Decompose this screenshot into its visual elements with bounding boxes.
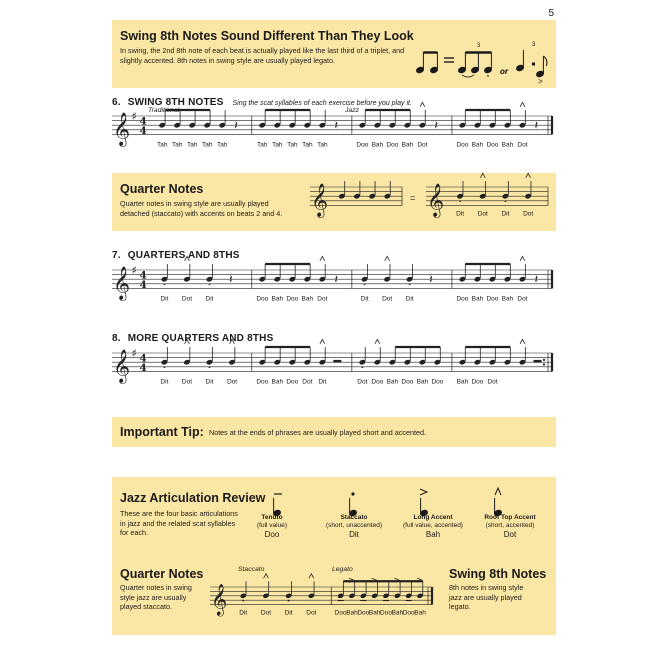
quarter-box-text: Quarter notes in swing style are usually played detached (staccato) with accents on beats 2 and 4. bbox=[120, 199, 283, 218]
scat-syllable: Tah bbox=[257, 141, 268, 149]
articulation-name: Staccato bbox=[340, 514, 368, 521]
scat-syllable: Bah bbox=[368, 609, 381, 617]
quarter-rest-icon: 𝄽 bbox=[229, 271, 233, 286]
scat-syllable: Dit bbox=[405, 295, 414, 303]
articulation-syllable: Dit bbox=[349, 530, 359, 540]
exercise-7-title: QUARTERS AND 8THS bbox=[127, 250, 240, 261]
staccato-dot bbox=[505, 200, 507, 202]
scat-syllable: Doo bbox=[486, 295, 499, 303]
swing-rhythm-figure bbox=[412, 34, 552, 84]
articulation-syllable: Doo bbox=[264, 530, 280, 540]
scat-syllable: Dit bbox=[456, 210, 465, 218]
quarter-rest-icon: 𝄽 bbox=[234, 117, 238, 132]
equals-sign: = bbox=[410, 193, 416, 203]
scat-syllable: Dit bbox=[205, 378, 214, 386]
treble-clef-icon: 𝄞 bbox=[113, 348, 131, 383]
exercise-6-title: SWING 8TH NOTES bbox=[127, 97, 224, 108]
quarter-rest-icon: 𝄽 bbox=[534, 117, 539, 132]
scat-syllable: Dit bbox=[284, 609, 293, 617]
staccato-dot bbox=[409, 283, 411, 285]
swing-info-box bbox=[112, 20, 556, 88]
time-signature-bottom: 4 bbox=[139, 278, 147, 291]
review-staff bbox=[206, 563, 436, 633]
scat-syllable: Doo bbox=[456, 295, 469, 303]
scat-syllable: Dot bbox=[181, 378, 193, 386]
scat-syllable: Bah bbox=[301, 295, 314, 303]
scat-syllable: Doo bbox=[386, 141, 399, 149]
scat-syllable: Dot bbox=[523, 210, 534, 218]
articulation-tenuto bbox=[247, 514, 297, 540]
roof-accent-icon bbox=[420, 102, 425, 107]
roof-accent-icon bbox=[375, 339, 380, 344]
scat-syllable: Dot bbox=[517, 141, 528, 149]
review-text: These are the four basic articulations in jazz and the related scat syllables for each. bbox=[120, 509, 238, 538]
quarter-rest-icon: 𝄽 bbox=[534, 271, 539, 286]
articulation-syllable: Dot bbox=[503, 530, 517, 540]
half-rest-icon bbox=[333, 360, 341, 363]
exercise-6-staff bbox=[112, 104, 556, 156]
annotation-legato: Legato bbox=[332, 566, 353, 573]
tip-title: Important Tip: bbox=[120, 425, 204, 439]
scat-syllable: Dot bbox=[226, 378, 238, 386]
roof-accent-icon bbox=[320, 339, 325, 344]
exercise-8-staff bbox=[112, 341, 556, 393]
swing-box-title: Swing 8th Notes Sound Different Than They Look bbox=[120, 29, 414, 43]
scat-syllable: Tah bbox=[156, 141, 168, 149]
scat-syllable: Doo bbox=[286, 378, 299, 386]
quarter-rest-icon: 𝄽 bbox=[334, 271, 339, 286]
treble-clef-icon: 𝄞 bbox=[311, 182, 329, 217]
scat-syllable: Doo bbox=[256, 295, 269, 303]
scat-syllable: Dot bbox=[357, 378, 368, 386]
time-signature-bottom: 4 bbox=[139, 361, 147, 374]
scat-syllable: Dot bbox=[181, 295, 193, 303]
scat-syllable: Tah bbox=[171, 141, 183, 149]
exercise-6-instruction: Sing the scat syllables of each exercise before you play it. bbox=[232, 100, 412, 107]
scat-syllable: Doo bbox=[401, 378, 414, 386]
scat-syllable: Dot bbox=[260, 609, 272, 617]
staccato-dot bbox=[288, 600, 290, 602]
roof-accent-icon bbox=[520, 102, 525, 107]
review-quarter-text: Quarter notes in swing style jazz are usually played staccato. bbox=[120, 583, 192, 612]
roof-accent-icon bbox=[320, 256, 325, 261]
scat-syllable: Dot bbox=[487, 378, 498, 386]
review-title: Jazz Articulation Review bbox=[120, 491, 266, 505]
scat-syllable: Bah bbox=[371, 141, 384, 149]
roof-accent-icon bbox=[264, 574, 269, 579]
time-signature-bottom: 4 bbox=[139, 124, 147, 137]
quarter-rest-icon: 𝄽 bbox=[334, 117, 339, 132]
scat-syllable: Doo bbox=[431, 378, 444, 386]
scat-syllable: Bah bbox=[416, 378, 429, 386]
scat-syllable: Bah bbox=[501, 141, 514, 149]
exercise-6-number: 6. bbox=[112, 97, 121, 108]
staccato-dot bbox=[209, 366, 211, 368]
scat-syllable: Tah bbox=[317, 141, 328, 149]
articulation-name: Tenuto bbox=[261, 514, 283, 521]
key-sharp-icon: ♯ bbox=[131, 264, 137, 278]
scat-syllable: Bah bbox=[471, 141, 484, 149]
svg-text:3: 3 bbox=[532, 42, 536, 48]
scat-syllable: Doo bbox=[486, 141, 499, 149]
svg-text:3: 3 bbox=[477, 43, 481, 49]
exercise-7-number: 7. bbox=[112, 250, 121, 261]
staccato-dot bbox=[164, 283, 166, 285]
time-signature-top: 4 bbox=[139, 352, 147, 365]
time-signature-top: 4 bbox=[139, 269, 147, 282]
annotation-jazz: Jazz bbox=[345, 107, 359, 114]
articulation-desc: (short, accented) bbox=[485, 522, 535, 530]
key-sharp-icon: ♯ bbox=[131, 110, 137, 124]
articulation-roof-top-accent bbox=[468, 514, 552, 540]
articulation-staccato bbox=[314, 514, 394, 540]
articulation-review-box bbox=[112, 477, 556, 635]
key-sharp-icon: ♯ bbox=[131, 347, 137, 361]
scat-syllable: Dot bbox=[477, 210, 488, 218]
scat-syllable: Dot bbox=[317, 295, 328, 303]
scat-syllable: Doo bbox=[380, 609, 392, 617]
roof-accent-icon bbox=[520, 256, 525, 261]
scat-syllable: Dit bbox=[205, 295, 214, 303]
quarter-rest-icon: 𝄽 bbox=[429, 271, 433, 286]
scat-syllable: Bah bbox=[456, 378, 469, 386]
articulation-name: Roof Top Accent bbox=[484, 514, 536, 521]
scat-syllable: Tah bbox=[302, 141, 313, 149]
scat-syllable: Doo bbox=[286, 295, 299, 303]
roof-accent-icon bbox=[520, 339, 525, 344]
scat-syllable: Bah bbox=[346, 609, 358, 617]
scat-syllable: Dot bbox=[417, 141, 428, 149]
annotation-traditional: Traditional bbox=[148, 107, 180, 114]
articulation-name: Long Accent bbox=[413, 514, 453, 521]
treble-clef-icon: 𝄞 bbox=[113, 265, 131, 300]
quarter-box-staff bbox=[302, 173, 552, 231]
scat-syllable: Bah bbox=[271, 378, 284, 386]
staccato-dot bbox=[164, 366, 166, 368]
repeat-dot bbox=[543, 363, 545, 365]
staccato-dot bbox=[364, 283, 366, 285]
scat-syllable: Dot bbox=[306, 609, 317, 617]
scat-syllable: Doo bbox=[357, 609, 370, 617]
review-swing-text: 8th notes in swing style jazz are usually played legato. bbox=[449, 583, 524, 612]
time-signature-top: 4 bbox=[139, 115, 147, 128]
scat-syllable: Dit bbox=[360, 295, 369, 303]
review-swing-title: Swing 8th Notes bbox=[449, 567, 547, 581]
swing-box-text: In swing, the 2nd 8th note of each beat is actually played like the last third of a triplet, and slightly accented. 8th notes in swing style are usually played legato. bbox=[120, 46, 405, 65]
scat-syllable: Tah bbox=[272, 141, 283, 149]
scat-syllable: Dit bbox=[318, 378, 327, 386]
scat-syllable: Bah bbox=[471, 295, 484, 303]
roof-accent-icon bbox=[385, 256, 390, 261]
scat-syllable: Bah bbox=[271, 295, 284, 303]
exercise-7-staff bbox=[112, 258, 556, 310]
scat-syllable: Dit bbox=[160, 295, 169, 303]
treble-clef-icon: 𝄞 bbox=[113, 111, 131, 146]
scat-syllable: Dit bbox=[160, 378, 169, 386]
quarter-notes-box bbox=[112, 173, 556, 231]
scat-syllable: Tah bbox=[187, 141, 198, 149]
articulation-syllable: Bah bbox=[425, 530, 441, 540]
roof-accent-icon bbox=[526, 173, 531, 178]
exercise-8-number: 8. bbox=[112, 333, 121, 344]
staccato-dot bbox=[209, 283, 211, 285]
treble-clef-icon: 𝄞 bbox=[427, 182, 445, 217]
articulation-long-accent bbox=[388, 514, 478, 540]
scat-syllable: Bah bbox=[501, 295, 514, 303]
scat-syllable: Dit bbox=[501, 210, 510, 218]
important-tip-box bbox=[112, 417, 556, 447]
tip-text: Notes at the ends of phrases are usually played short and accented. bbox=[209, 428, 426, 437]
quarter-box-title: Quarter Notes bbox=[120, 182, 204, 196]
articulation-desc: (short, unaccented) bbox=[325, 522, 382, 530]
staccato-dot bbox=[242, 600, 244, 602]
annotation-staccato: Staccato bbox=[238, 566, 265, 573]
scat-syllable: Bah bbox=[401, 141, 414, 149]
scat-syllable: Tah bbox=[217, 141, 228, 149]
roof-accent-icon bbox=[309, 574, 314, 579]
treble-clef-icon: 𝄞 bbox=[211, 582, 228, 616]
scat-syllable: Doo bbox=[456, 141, 469, 149]
scat-syllable: Doo bbox=[402, 609, 415, 617]
review-quarter-title: Quarter Notes bbox=[120, 567, 204, 581]
scat-syllable: Doo bbox=[356, 141, 369, 149]
scat-syllable: Dot bbox=[382, 295, 393, 303]
page-number: 5 bbox=[548, 8, 554, 19]
scat-syllable: Tah bbox=[287, 141, 298, 149]
staccato-dot bbox=[361, 366, 363, 368]
scat-syllable: Doo bbox=[334, 609, 347, 617]
scat-syllable: Dot bbox=[302, 378, 313, 386]
scat-syllable: Bah bbox=[414, 609, 426, 617]
exercise-8-title: MORE QUARTERS AND 8THS bbox=[127, 333, 274, 344]
repeat-dot bbox=[543, 359, 545, 361]
scat-syllable: Bah bbox=[391, 609, 404, 617]
scat-syllable: Doo bbox=[471, 378, 484, 386]
scat-syllable: Doo bbox=[371, 378, 384, 386]
scat-syllable: Dit bbox=[239, 609, 248, 617]
scat-syllable: Tah bbox=[202, 141, 213, 149]
or-label: or bbox=[500, 67, 508, 76]
scat-syllable: Bah bbox=[386, 378, 399, 386]
articulation-desc: (full value) bbox=[257, 522, 287, 530]
scat-syllable: Doo bbox=[256, 378, 269, 386]
half-rest-icon bbox=[533, 360, 541, 363]
roof-accent-icon bbox=[480, 173, 485, 178]
quarter-rest-icon: 𝄽 bbox=[434, 117, 439, 132]
staccato-dot bbox=[459, 200, 461, 202]
articulation-desc: (full value, accented) bbox=[403, 522, 463, 530]
svg-text:>: > bbox=[538, 77, 543, 86]
scat-syllable: Dot bbox=[517, 295, 528, 303]
